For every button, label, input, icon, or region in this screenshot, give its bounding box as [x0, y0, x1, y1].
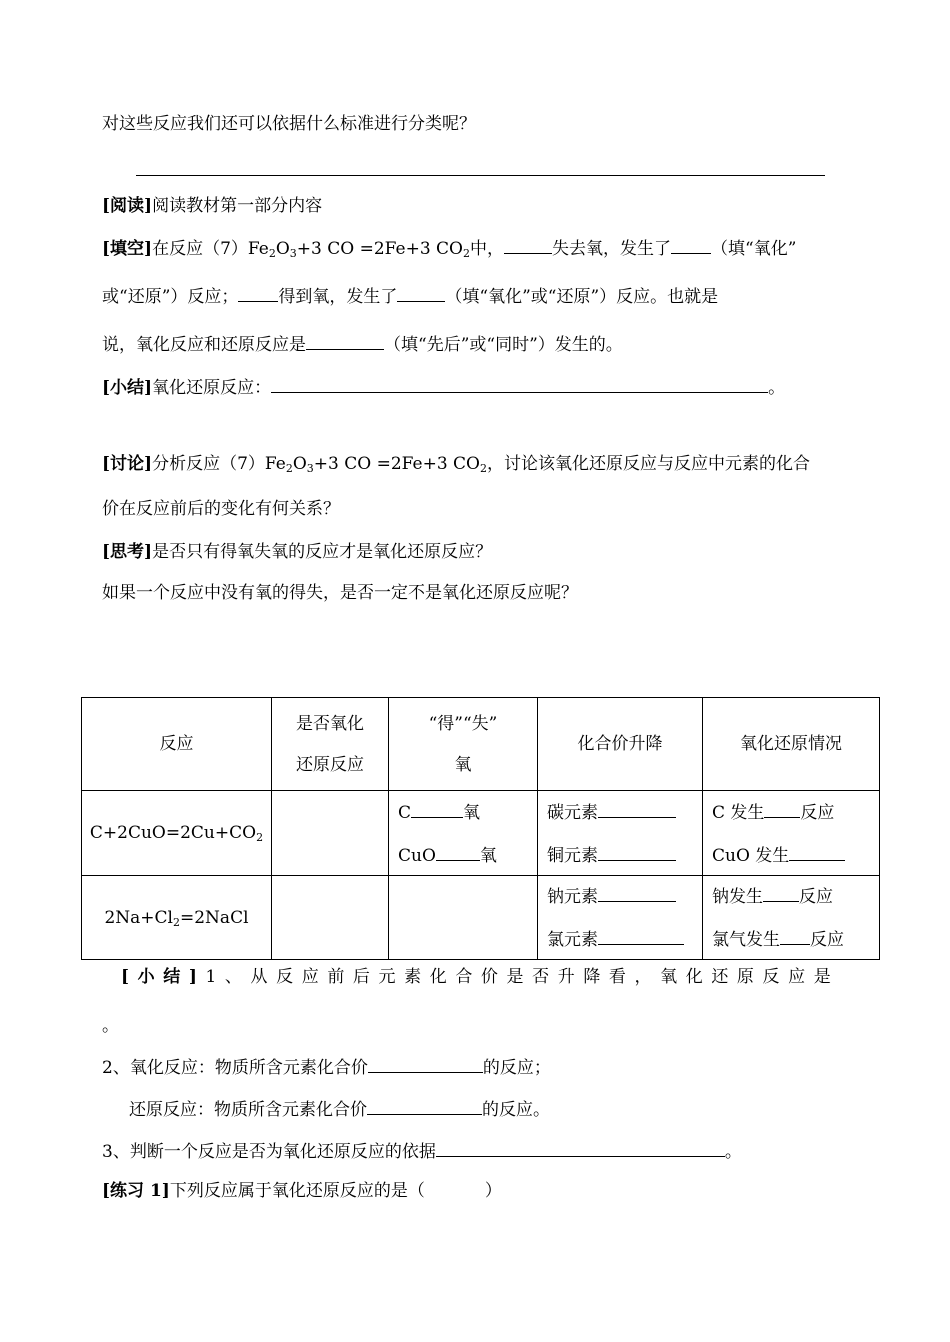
subscript: 3 [306, 462, 314, 475]
blank [763, 884, 799, 902]
row1-is-redox [272, 791, 389, 876]
exercise-end: ） [484, 1181, 502, 1201]
blank [411, 800, 463, 818]
cell-text: 反应 [810, 930, 844, 950]
subscript: 2 [256, 831, 264, 844]
blank [598, 800, 676, 818]
summary-text: 3、判断一个反应是否为氧化还原反应的依据 [102, 1142, 436, 1162]
read-section [102, 195, 322, 217]
answer-line [136, 175, 825, 176]
subscript: 2 [285, 462, 293, 475]
fill-line-1 [102, 236, 796, 260]
header-gain-loss [389, 698, 538, 791]
reaction-text: 2Na+Cl [104, 907, 173, 928]
discuss-text: ，讨论该氧化还原反应与反应中元素的化合 [487, 454, 810, 474]
summary-end: 。 [768, 378, 786, 398]
row2-is-redox [272, 876, 389, 960]
cell-text: 钠发生 [712, 887, 763, 907]
blank [436, 1139, 725, 1157]
cell-text: 反应 [799, 887, 833, 907]
blank [598, 843, 676, 861]
summary-text: 的反应。 [482, 1100, 550, 1120]
think-line-1 [102, 541, 492, 563]
reaction-text: =2NaCl [180, 907, 249, 928]
summary-text: 2、氧化反应：物质所含元素化合价 [102, 1058, 368, 1078]
row2-situation [703, 876, 880, 960]
summary-text: 还原反应：物质所含元素化合价 [129, 1100, 367, 1120]
blank [367, 1097, 482, 1115]
blank [598, 884, 676, 902]
subscript: 2 [480, 462, 487, 475]
summary-text: 氧化还原反应： [152, 378, 272, 398]
summary2-line-4 [102, 1139, 742, 1163]
cell-text: 碳元素 [547, 802, 598, 823]
question-classify: 对这些反应我们还可以依据什么标准进行分类呢？ [102, 114, 476, 134]
blank [271, 375, 768, 393]
subscript: 2 [463, 247, 470, 260]
subscript: 3 [289, 247, 297, 260]
table-row [82, 876, 880, 960]
reaction-text: C+2CuO=2Cu+CO [89, 823, 257, 843]
header-text: 氧 [454, 754, 472, 775]
row1-situation [703, 791, 880, 876]
redox-table [81, 697, 880, 960]
cell-text: C 发生 [712, 802, 765, 823]
summary-tag: [小结] [121, 967, 206, 987]
header-is-redox [272, 698, 389, 791]
summary2-line-1-end: 。 [102, 1016, 119, 1036]
blank [368, 1055, 483, 1073]
header-situation: 氧化还原情况 [703, 698, 880, 791]
fill-text: （填“氧化” [711, 239, 797, 259]
blank [764, 800, 800, 818]
blank [397, 284, 445, 302]
fill-text: 说，氧化反应和还原反应是 [102, 335, 306, 355]
blank [306, 332, 384, 350]
fill-tag: [填空] [102, 239, 153, 259]
cell-text: 铜元素 [547, 845, 598, 866]
cell-text: C [398, 802, 412, 823]
blank [598, 927, 684, 945]
header-reaction: 反应 [82, 698, 272, 791]
blank [436, 843, 480, 861]
exercise-tag: [练习 1] [102, 1181, 170, 1201]
fill-text: 失去氧，发生了 [552, 239, 671, 259]
read-tag: [阅读] [102, 196, 153, 216]
table-row [82, 791, 880, 876]
discuss-text: O [292, 454, 307, 474]
cell-text: 氧 [479, 845, 497, 866]
header-valence: 化合价升降 [538, 698, 703, 791]
header-text: 是否氧化 [296, 713, 364, 734]
table-header-row [82, 698, 880, 791]
subscript: 2 [173, 915, 180, 929]
fill-line-3 [102, 332, 623, 356]
cell-text: 钠元素 [547, 887, 598, 907]
discuss-text: +3 CO =2Fe+3 CO [313, 454, 480, 474]
row2-valence [538, 876, 703, 960]
fill-text: +3 CO =2Fe+3 CO [296, 239, 463, 259]
fill-text: 在反应（7）Fe [152, 239, 269, 259]
fill-text: （填“氧化”或“还原”）反应。也就是 [445, 287, 719, 307]
blank [238, 284, 278, 302]
cell-text: 氧 [463, 802, 481, 823]
blank [504, 236, 552, 254]
fill-line-2 [102, 284, 718, 308]
summary2-line-1 [121, 966, 839, 988]
header-text: 还原反应 [296, 754, 364, 775]
discuss-text: 分析反应（7）Fe [152, 454, 286, 474]
summary-tag: [小结] [102, 378, 153, 398]
fill-text: （填“先后”或“同时”）发生的。 [384, 335, 623, 355]
cell-text: CuO 发生 [712, 845, 790, 866]
read-text: 阅读教材第一部分内容 [152, 196, 323, 216]
row2-reaction [82, 876, 272, 960]
exercise-1 [102, 1180, 502, 1202]
subscript: 2 [268, 247, 276, 260]
exercise-text: 下列反应属于氧化还原反应的是（ [169, 1181, 425, 1201]
summary2-line-2 [102, 1055, 551, 1079]
discuss-line-2: 价在反应前后的变化有何关系？ [102, 499, 340, 519]
think-tag: [思考] [102, 542, 153, 562]
fill-text: 或“还原”）反应； [102, 287, 239, 307]
fill-text: 得到氧，发生了 [278, 287, 398, 307]
think-text: 是否只有得氧失氧的反应才是氧化还原反应？ [152, 542, 493, 562]
discuss-tag: [讨论] [102, 454, 153, 474]
blank [671, 236, 711, 254]
summary-text: 的反应； [482, 1058, 551, 1078]
summary1 [102, 375, 785, 399]
fill-text: 中， [470, 239, 504, 259]
summary2-line-3 [129, 1097, 550, 1121]
cell-text: 反应 [800, 802, 835, 823]
fill-text: O [275, 239, 290, 259]
summary-text: 。 [724, 1142, 742, 1162]
summary-text: 1、从反应前后元素化合价是否升降看，氧化还原反应是 [205, 967, 840, 987]
think-line-2: 如果一个反应中没有氧的得失，是否一定不是氧化还原反应呢？ [102, 583, 578, 603]
row1-valence [538, 791, 703, 876]
row2-gain-loss [389, 876, 538, 960]
cell-text: 氯气发生 [712, 930, 780, 950]
cell-text: CuO [398, 845, 436, 866]
discuss-line-1 [102, 453, 810, 475]
header-text: “得”“失” [428, 713, 498, 734]
row1-reaction [82, 791, 272, 876]
cell-text: 氯元素 [547, 930, 598, 950]
blank [789, 843, 845, 861]
row1-gain-loss [389, 791, 538, 876]
blank [780, 927, 810, 945]
